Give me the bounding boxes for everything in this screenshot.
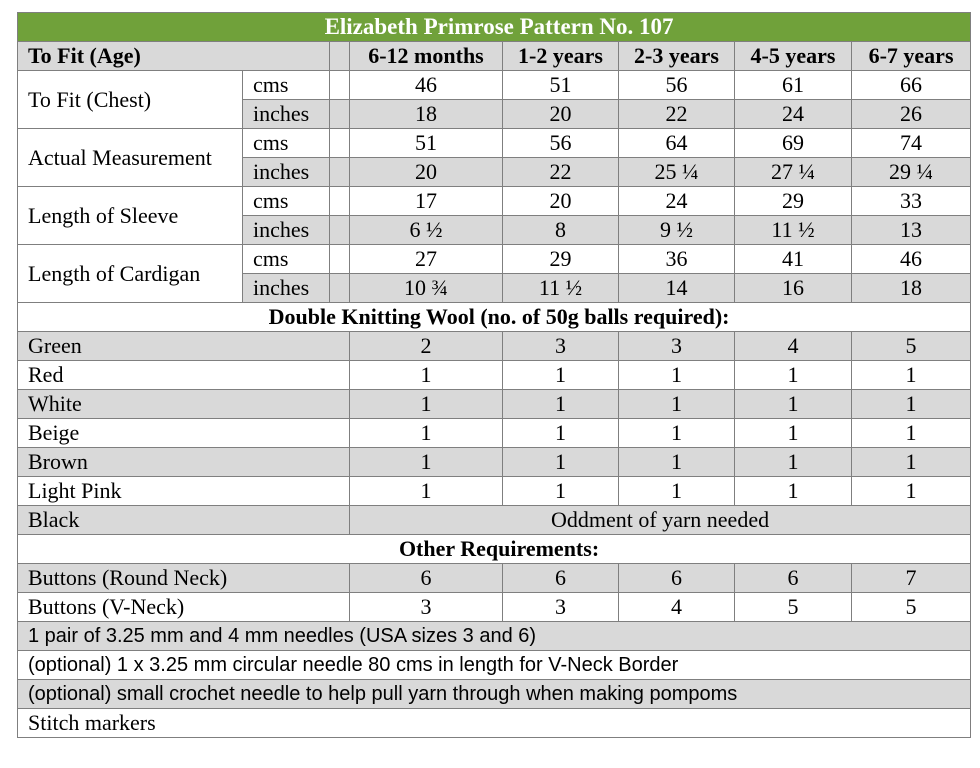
measurement-value: 17 (350, 187, 503, 216)
wool-balls-value: 1 (503, 448, 619, 477)
wool-color-label: Brown (18, 448, 350, 477)
measurement-value: 27 ¼ (735, 158, 852, 187)
unit-label: cms (243, 187, 330, 216)
wool-balls-value: 1 (350, 419, 503, 448)
wool-balls-value: 1 (619, 390, 735, 419)
requirement-row (18, 680, 971, 709)
measurement-value: 64 (619, 129, 735, 158)
wool-color-label: Black (18, 506, 350, 535)
measurement-value: 16 (735, 274, 852, 303)
buttons-value: 5 (735, 593, 852, 622)
buttons-value: 6 (735, 564, 852, 593)
size-header: 4-5 years (735, 42, 852, 71)
buttons-value: 7 (852, 564, 971, 593)
buttons-value: 3 (350, 593, 503, 622)
wool-balls-value: 5 (852, 332, 971, 361)
measurement-value: 13 (852, 216, 971, 245)
buttons-label: Buttons (Round Neck) (18, 564, 350, 593)
measurement-value: 29 (503, 245, 619, 274)
measurement-value: 10 ¾ (350, 274, 503, 303)
pattern-table (17, 12, 971, 738)
measurement-value: 46 (852, 245, 971, 274)
wool-row (18, 361, 971, 390)
unit-label: inches (243, 158, 330, 187)
wool-balls-value: 1 (852, 361, 971, 390)
wool-balls-value: 1 (852, 448, 971, 477)
measurement-value: 11 ½ (503, 274, 619, 303)
measurement-label: Length of Sleeve (18, 187, 243, 245)
spacer-cell (330, 71, 350, 100)
measurement-value: 22 (619, 100, 735, 129)
requirement-text: (optional) small crochet needle to help pull yarn through when making pompoms (18, 680, 971, 709)
buttons-value: 3 (503, 593, 619, 622)
measurement-label: Actual Measurement (18, 129, 243, 187)
measurement-row-cms (18, 187, 971, 216)
other-heading-row (18, 535, 971, 564)
measurement-value: 14 (619, 274, 735, 303)
wool-row-black (18, 506, 971, 535)
wool-balls-value: 1 (503, 477, 619, 506)
measurement-row-cms (18, 245, 971, 274)
size-header: 6-12 months (350, 42, 503, 71)
buttons-row (18, 564, 971, 593)
measurement-value: 36 (619, 245, 735, 274)
wool-heading-row (18, 303, 971, 332)
measurement-value: 20 (503, 100, 619, 129)
measurement-value: 29 ¼ (852, 158, 971, 187)
measurement-value: 41 (735, 245, 852, 274)
black-note: Oddment of yarn needed (350, 506, 971, 535)
measurement-value: 24 (619, 187, 735, 216)
buttons-value: 6 (619, 564, 735, 593)
measurement-value: 74 (852, 129, 971, 158)
measurement-value: 25 ¼ (619, 158, 735, 187)
wool-color-label: Green (18, 332, 350, 361)
spacer-cell (330, 187, 350, 216)
age-header-label: To Fit (Age) (18, 42, 330, 71)
title-row (18, 13, 971, 42)
wool-row (18, 477, 971, 506)
wool-balls-value: 1 (619, 419, 735, 448)
measurement-label: Length of Cardigan (18, 245, 243, 303)
wool-balls-value: 1 (852, 390, 971, 419)
header-spacer (330, 42, 350, 71)
measurement-value: 18 (350, 100, 503, 129)
measurement-value: 8 (503, 216, 619, 245)
buttons-label: Buttons (V-Neck) (18, 593, 350, 622)
wool-balls-value: 1 (852, 419, 971, 448)
header-row (18, 42, 971, 71)
measurement-value: 24 (735, 100, 852, 129)
measurement-value: 56 (619, 71, 735, 100)
measurement-value: 46 (350, 71, 503, 100)
wool-balls-value: 1 (735, 419, 852, 448)
table-title: Elizabeth Primrose Pattern No. 107 (18, 13, 971, 42)
measurement-value: 51 (350, 129, 503, 158)
wool-balls-value: 2 (350, 332, 503, 361)
wool-balls-value: 1 (735, 361, 852, 390)
measurement-value: 20 (350, 158, 503, 187)
measurement-label: To Fit (Chest) (18, 71, 243, 129)
spacer-cell (330, 100, 350, 129)
spacer-cell (330, 245, 350, 274)
wool-balls-value: 4 (735, 332, 852, 361)
measurement-value: 51 (503, 71, 619, 100)
unit-label: cms (243, 129, 330, 158)
wool-color-label: Beige (18, 419, 350, 448)
measurement-value: 66 (852, 71, 971, 100)
wool-balls-value: 1 (735, 448, 852, 477)
measurement-value: 69 (735, 129, 852, 158)
size-header: 6-7 years (852, 42, 971, 71)
unit-label: inches (243, 100, 330, 129)
wool-color-label: Light Pink (18, 477, 350, 506)
measurement-value: 33 (852, 187, 971, 216)
unit-label: cms (243, 71, 330, 100)
wool-balls-value: 3 (503, 332, 619, 361)
measurement-value: 27 (350, 245, 503, 274)
wool-balls-value: 1 (619, 361, 735, 390)
buttons-value: 6 (503, 564, 619, 593)
measurement-value: 29 (735, 187, 852, 216)
stitch-markers-text: Stitch markers (18, 709, 971, 738)
wool-balls-value: 1 (735, 390, 852, 419)
measurement-value: 11 ½ (735, 216, 852, 245)
wool-balls-value: 1 (735, 477, 852, 506)
measurement-value: 61 (735, 71, 852, 100)
measurement-value: 56 (503, 129, 619, 158)
spacer-cell (330, 216, 350, 245)
wool-heading: Double Knitting Wool (no. of 50g balls required): (18, 303, 971, 332)
requirement-row (18, 622, 971, 651)
measurement-value: 22 (503, 158, 619, 187)
requirement-text: 1 pair of 3.25 mm and 4 mm needles (USA sizes 3 and 6) (18, 622, 971, 651)
footer-row (18, 709, 971, 738)
wool-row (18, 448, 971, 477)
wool-balls-value: 1 (619, 477, 735, 506)
buttons-value: 6 (350, 564, 503, 593)
wool-row (18, 390, 971, 419)
buttons-value: 5 (852, 593, 971, 622)
requirement-text: (optional) 1 x 3.25 mm circular needle 80 cms in length for V-Neck Border (18, 651, 971, 680)
buttons-value: 4 (619, 593, 735, 622)
wool-row (18, 419, 971, 448)
measurement-value: 18 (852, 274, 971, 303)
other-requirements-heading: Other Requirements: (18, 535, 971, 564)
measurement-value: 6 ½ (350, 216, 503, 245)
buttons-row (18, 593, 971, 622)
wool-balls-value: 1 (350, 390, 503, 419)
measurement-row-cms (18, 71, 971, 100)
measurement-row-cms (18, 129, 971, 158)
measurement-value: 20 (503, 187, 619, 216)
wool-balls-value: 1 (350, 448, 503, 477)
unit-label: cms (243, 245, 330, 274)
wool-color-label: White (18, 390, 350, 419)
wool-color-label: Red (18, 361, 350, 390)
wool-balls-value: 1 (852, 477, 971, 506)
unit-label: inches (243, 216, 330, 245)
wool-balls-value: 1 (619, 448, 735, 477)
wool-balls-value: 3 (619, 332, 735, 361)
wool-balls-value: 1 (503, 419, 619, 448)
wool-balls-value: 1 (503, 361, 619, 390)
measurement-value: 26 (852, 100, 971, 129)
requirement-row (18, 651, 971, 680)
unit-label: inches (243, 274, 330, 303)
wool-balls-value: 1 (350, 361, 503, 390)
size-header: 1-2 years (503, 42, 619, 71)
wool-balls-value: 1 (503, 390, 619, 419)
wool-row (18, 332, 971, 361)
size-header: 2-3 years (619, 42, 735, 71)
spacer-cell (330, 129, 350, 158)
spacer-cell (330, 158, 350, 187)
wool-balls-value: 1 (350, 477, 503, 506)
spacer-cell (330, 274, 350, 303)
measurement-value: 9 ½ (619, 216, 735, 245)
